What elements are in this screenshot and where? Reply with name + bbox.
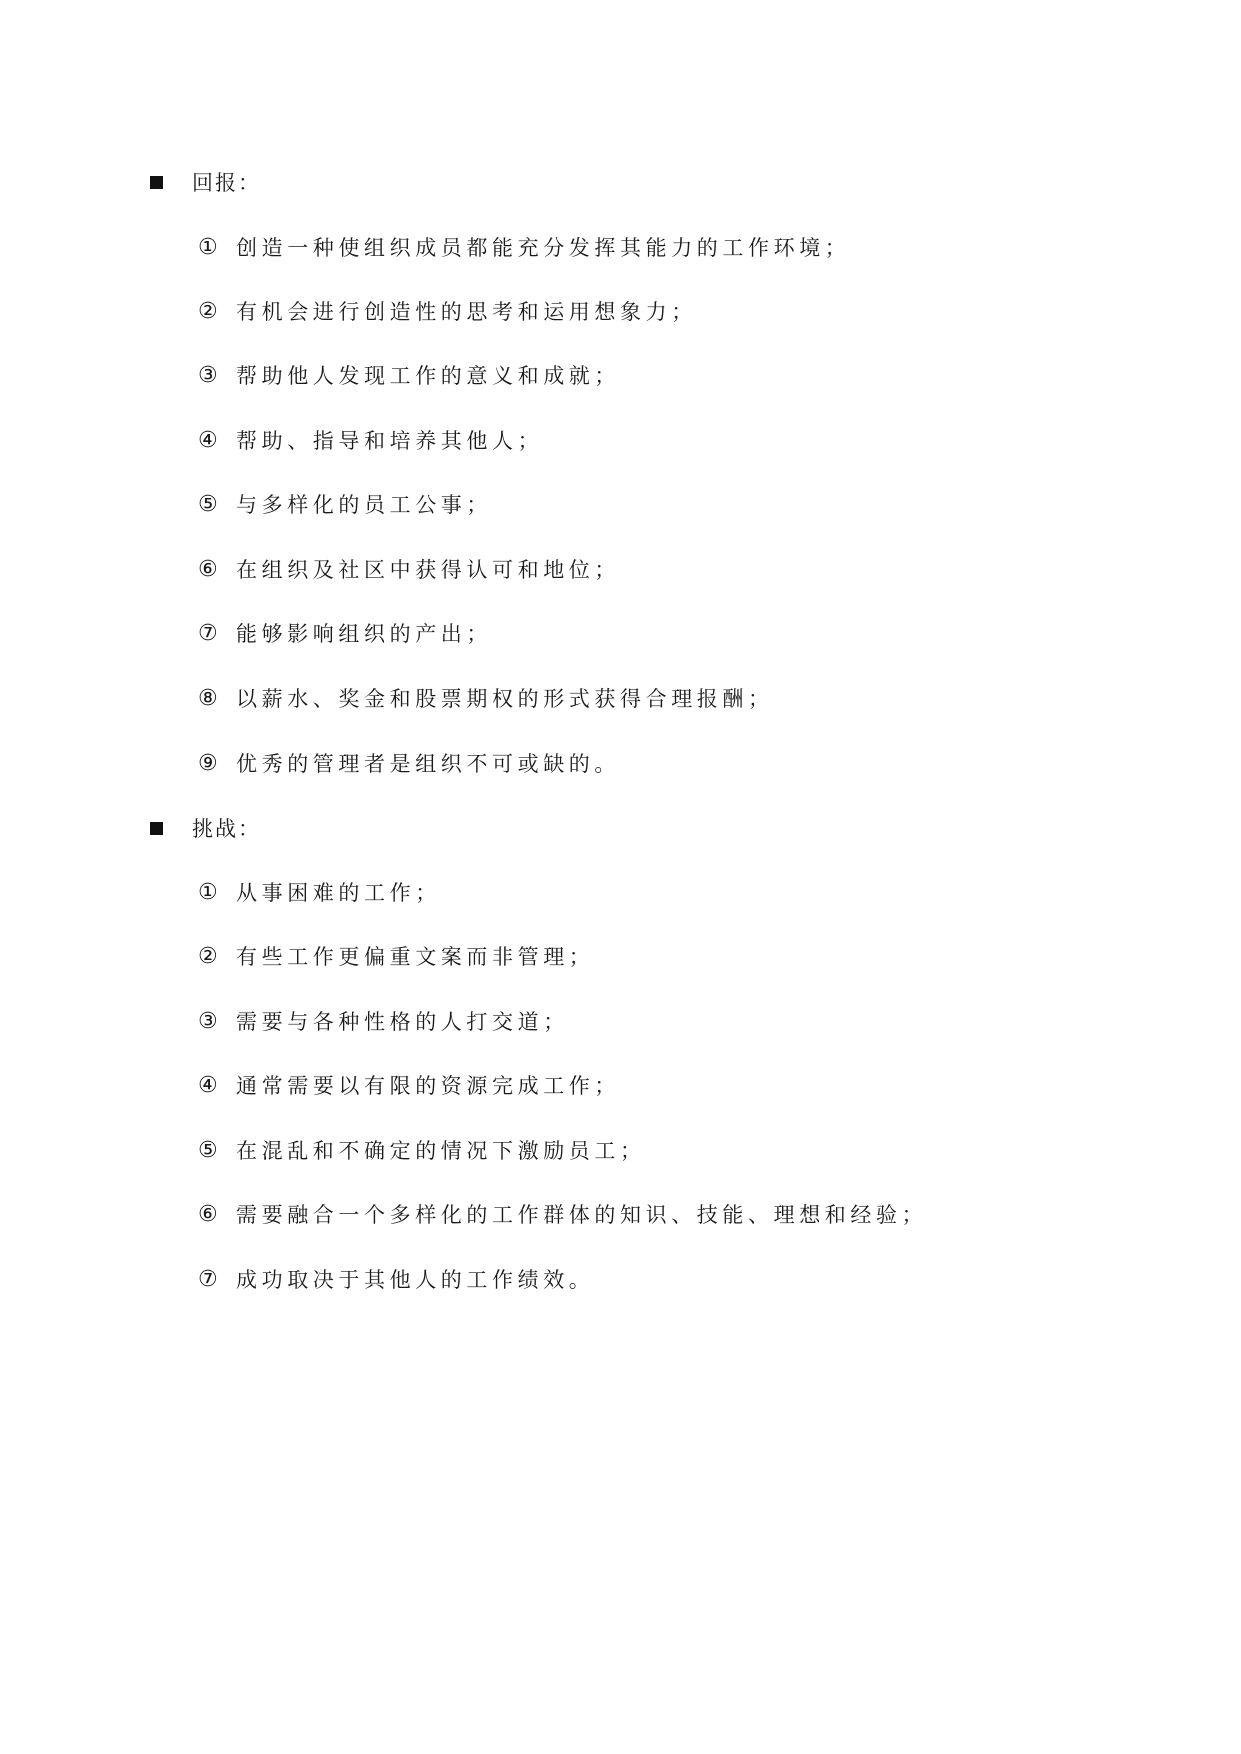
list-item xyxy=(198,745,620,781)
list-item xyxy=(198,874,441,910)
list-item xyxy=(198,938,594,974)
item-number: ③ xyxy=(198,1008,218,1034)
item-text: 优秀的管理者是组织不可或缺的。 xyxy=(236,752,620,776)
item-number: ⑥ xyxy=(198,1201,218,1227)
item-number: ⑦ xyxy=(198,620,218,646)
item-text: 以薪水、奖金和股票期权的形式获得合理报酬； xyxy=(236,687,774,711)
list-item xyxy=(198,1067,620,1103)
item-number: ⑨ xyxy=(198,750,218,776)
square-bullet-icon xyxy=(150,176,163,189)
list-item xyxy=(198,680,774,716)
section-heading-text: 回报： xyxy=(192,171,261,195)
item-text: 有机会进行创造性的思考和运用想象力； xyxy=(236,300,697,324)
item-number: ⑧ xyxy=(198,685,218,711)
list-item xyxy=(198,293,697,329)
section-heading-challenges xyxy=(150,810,261,846)
item-text: 与多样化的员工公事； xyxy=(236,493,492,517)
item-text: 有些工作更偏重文案而非管理； xyxy=(236,945,595,969)
section-heading-text: 挑战： xyxy=(192,817,261,841)
item-number: ② xyxy=(198,298,218,324)
list-item xyxy=(198,551,620,587)
list-item xyxy=(198,1261,594,1297)
list-item xyxy=(198,357,620,393)
list-item xyxy=(198,1003,569,1039)
item-text: 创造一种使组织成员都能充分发挥其能力的工作环境； xyxy=(236,236,851,260)
item-text: 在组织及社区中获得认可和地位； xyxy=(236,558,620,582)
list-item xyxy=(198,615,492,651)
list-item xyxy=(198,422,543,458)
list-item xyxy=(198,1196,927,1232)
item-number: ③ xyxy=(198,362,218,388)
item-number: ⑤ xyxy=(198,1137,218,1163)
square-bullet-icon xyxy=(150,822,163,835)
item-number: ④ xyxy=(198,1072,218,1098)
section-heading-rewards xyxy=(150,164,261,200)
list-item xyxy=(198,229,850,265)
item-text: 帮助他人发现工作的意义和成就； xyxy=(236,364,620,388)
item-text: 能够影响组织的产出； xyxy=(236,622,492,646)
item-number: ① xyxy=(198,879,218,905)
item-number: ① xyxy=(198,234,218,260)
item-text: 通常需要以有限的资源完成工作； xyxy=(236,1074,620,1098)
item-text: 从事困难的工作； xyxy=(236,881,441,905)
item-number: ⑥ xyxy=(198,556,218,582)
item-text: 在混乱和不确定的情况下激励员工； xyxy=(236,1139,646,1163)
item-number: ⑤ xyxy=(198,491,218,517)
item-number: ⑦ xyxy=(198,1266,218,1292)
item-number: ④ xyxy=(198,427,218,453)
item-text: 需要与各种性格的人打交道； xyxy=(236,1010,569,1034)
item-text: 需要融合一个多样化的工作群体的知识、技能、理想和经验； xyxy=(236,1203,928,1227)
item-number: ② xyxy=(198,943,218,969)
item-text: 帮助、指导和培养其他人； xyxy=(236,429,544,453)
list-item xyxy=(198,1132,646,1168)
list-item xyxy=(198,486,492,522)
item-text: 成功取决于其他人的工作绩效。 xyxy=(236,1268,595,1292)
